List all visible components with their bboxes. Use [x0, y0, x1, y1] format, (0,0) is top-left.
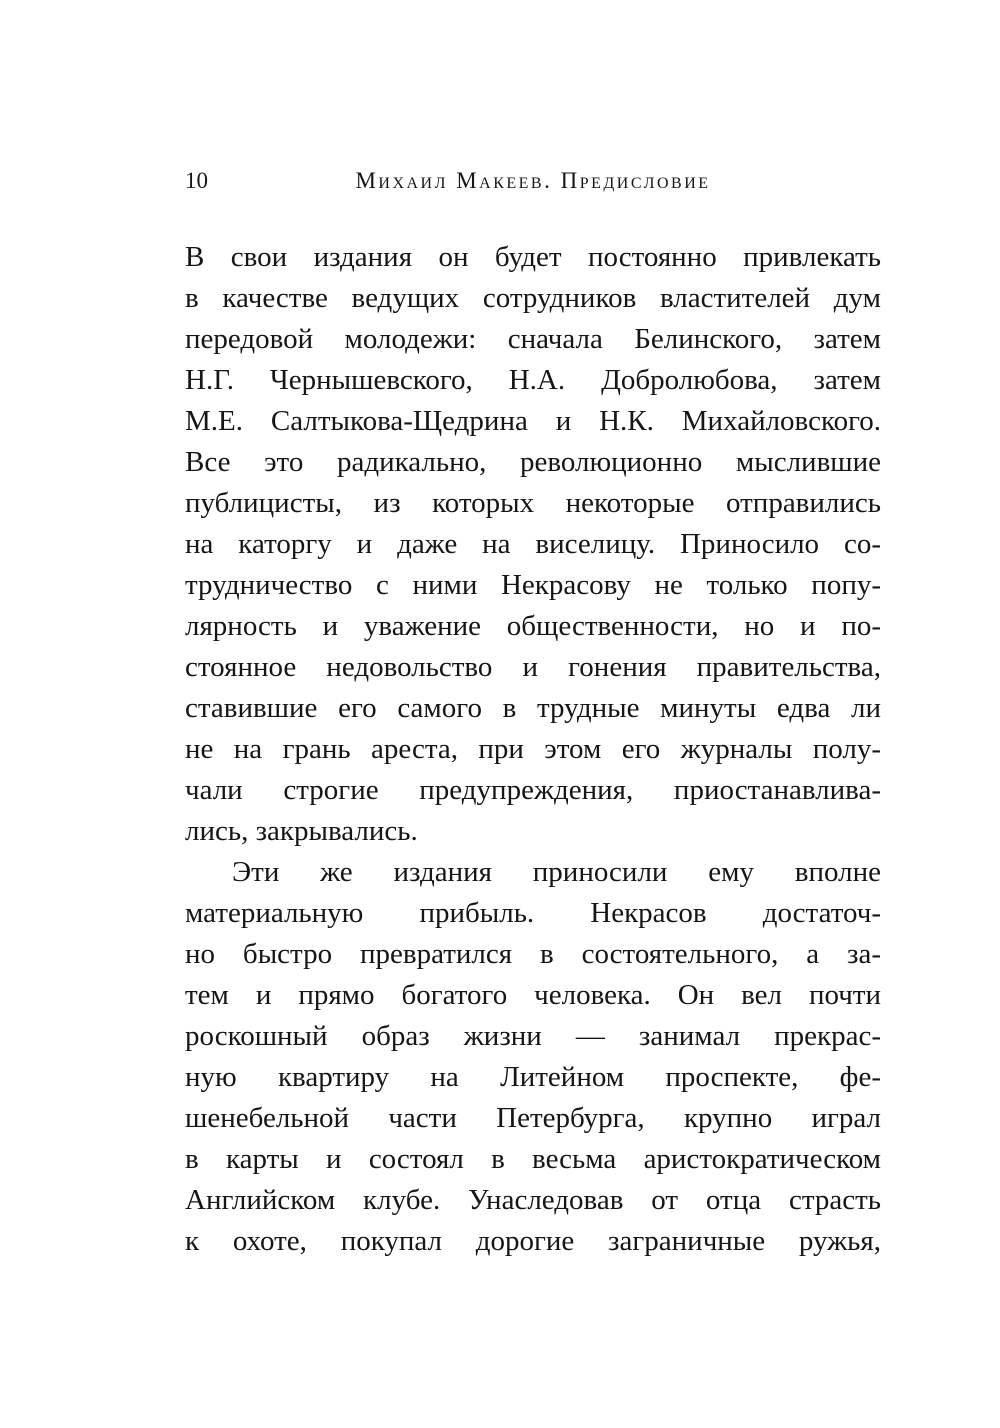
text-line: материальную прибыль. Некрасов достаточ- — [185, 897, 881, 929]
text-line: трудничество с ними Некрасову не только попу- — [185, 569, 881, 601]
page-number: 10 — [185, 168, 208, 193]
text-line: в качестве ведущих сотрудников властителей дум — [185, 282, 881, 314]
page-header — [185, 167, 881, 199]
text-line: передовой молодежи: сначала Белинского, затем — [185, 323, 881, 355]
text-line: Все это радикально, революционно мыслившие — [185, 446, 881, 478]
text-line: ставившие его самого в трудные минуты едва ли — [185, 692, 881, 724]
body-text — [185, 237, 881, 1262]
text-line: шенебельной части Петербурга, крупно играл — [185, 1102, 881, 1134]
text-line: ную квартиру на Литейном проспекте, фе- — [185, 1061, 881, 1093]
running-title: Михаил Макеев. Предисловие — [355, 168, 711, 193]
text-line: но быстро превратился в состоятельного, а за- — [185, 938, 881, 970]
text-line: М.Е. Салтыкова-Щедрина и Н.К. Михайловского. — [185, 405, 881, 437]
text-line: Эти же издания приносили ему вполне — [232, 856, 881, 888]
text-line: к охоте, покупал дорогие заграничные ружья, — [185, 1225, 881, 1257]
text-line: лярность и уважение общественности, но и по- — [185, 610, 881, 642]
text-line: чали строгие предупреждения, приостанавлива- — [185, 774, 881, 806]
text-line: на каторгу и даже на виселицу. Приносило со- — [185, 528, 881, 560]
text-line: тем и прямо богатого человека. Он вел почти — [185, 979, 881, 1011]
text-line: лись, закрывались. — [185, 815, 418, 847]
text-line: в карты и состоял в весьма аристократическом — [185, 1143, 881, 1175]
text-line: Н.Г. Чернышевского, Н.А. Добролюбова, затем — [185, 364, 881, 396]
text-line: публицисты, из которых некоторые отправились — [185, 487, 881, 519]
text-line: не на грань ареста, при этом его журналы полу- — [185, 733, 881, 765]
text-line: роскошный образ жизни — занимал прекрас- — [185, 1020, 881, 1052]
text-line: стоянное недовольство и гонения правительства, — [185, 651, 881, 683]
text-line: Английском клубе. Унаследовав от отца страсть — [185, 1184, 881, 1216]
text-line: В свои издания он будет постоянно привлекать — [185, 241, 881, 273]
